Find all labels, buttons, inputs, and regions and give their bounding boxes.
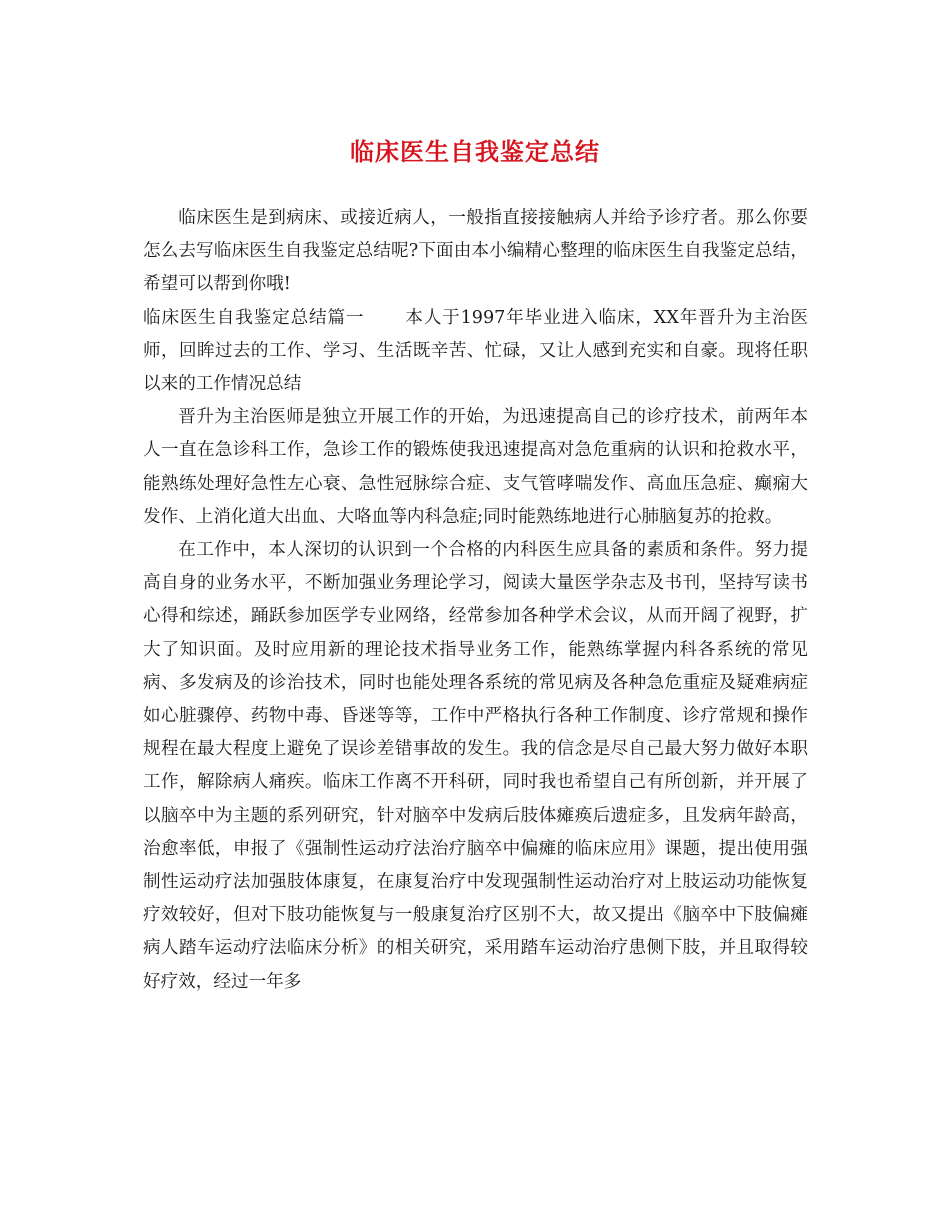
intro-paragraph: 临床医生是到病床、或接近病人，一般指直接接触病人并给予诊疗者。那么你要怎么去写临床医生自我鉴定总结呢?下面由本小编精心整理的临床医生自我鉴定总结，希望可以帮到你哦! (143, 208, 808, 295)
section-paragraph (143, 302, 808, 402)
body-paragraph-2: 晋升为主治医师是独立开展工作的开始，为迅速提高自己的诊疗技术，前两年本人一直在急诊科工作，急诊工作的锻炼使我迅速提高对急危重病的认识和抢救水平，能熟练处理好急性左心衰、急性冠脉综合症、支气管哮喘发作、高血压急症、癫痫大发作、上消化道大出血、大咯血等内科急症;同时能熟练地进行心肺脑复苏的抢救。 (143, 407, 808, 527)
body-paragraph-3: 在工作中，本人深切的认识到一个合格的内科医生应具备的素质和条件。努力提高自身的业务水平，不断加强业务理论学习，阅读大量医学杂志及书刊，坚持写读书心得和综述，踊跃参加医学专业网络，经常参加各种学术会议，从而开阔了视野，扩大了知识面。及时应用新的理论技术指导业务工作，能熟练掌握内科各系统的常见病、多发病及的诊治技术，同时也能处理各系统的常见病及各种急危重症及疑难病症如心脏骤停、药物中毒、昏迷等等，工作中严格执行各种工作制度、诊疗常规和操作规程在最大程度上避免了误诊差错事故的发生。我的信念是尽自己最大努力做好本职工作，解除病人痛疾。临床工作离不开科研，同时我也希望自己有所创新，并开展了以脑卒中为主题的系列研究，针对脑卒中发病后肢体瘫痪后遗症多，且发病年龄高，治愈率低，申报了《强制性运动疗法治疗脑卒中偏瘫的临床应用》课题，提出使用强制性运动疗法加强肢体康复，在康复治疗中发现强制性运动治疗对上肢运动功能恢复疗效较好，但对下肢功能恢复与一般康复治疗区别不大，故又提出《脑卒中下肢偏瘫病人踏车运动疗法临床分析》的相关研究，采用踏车运动治疗患侧下肢，并且取得较好疗效，经过一年多 (143, 540, 808, 992)
document-body (143, 202, 808, 999)
section-heading: 临床医生自我鉴定总结篇一 (143, 307, 365, 328)
section-text: 本人于1997年毕业进入临床，XX年晋升为主治医师，回眸过去的工作、学习、生活既辛苦、忙碌，又让人感到充实和自豪。现将任职以来的工作情况总结 (143, 307, 808, 395)
document-title: 临床医生自我鉴定总结 (350, 138, 600, 166)
